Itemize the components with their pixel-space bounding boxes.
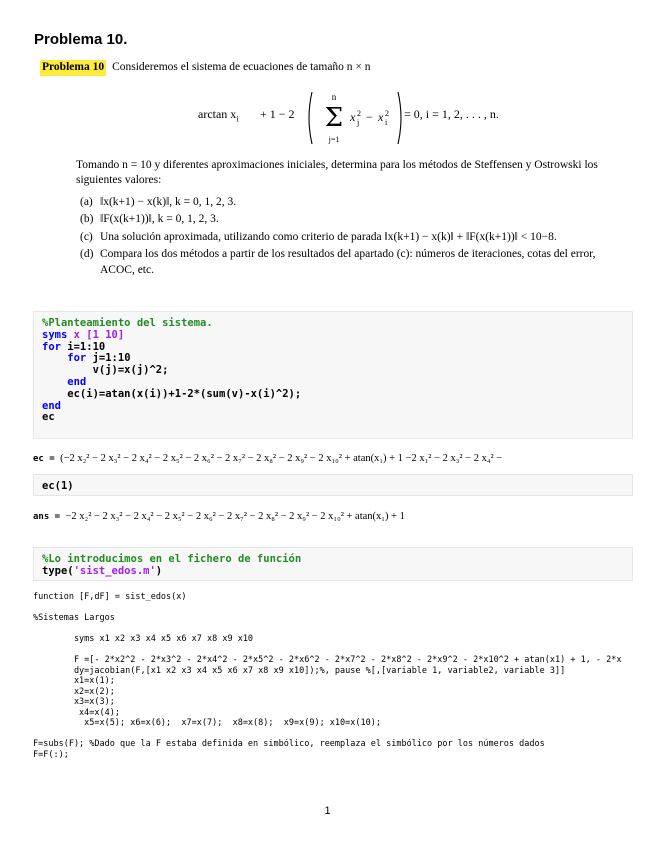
svg-text:n: n [331, 91, 337, 102]
type-output: function [F,dF] = sist_edos(x) %Sistemas Largos syms x1 x2 x3 x4 x5 x6 x7 x8 x9 x10 F =[- 2*x2^2 - 2*x3^2 - 2*x4^2 - 2*x5^2 - 2*x6^2 - 2*x7^2 - 2*x8^2 - 2*x9^2 - 2*x10^2 + atan(x1) + 1, - 2*x dy=jacobian(F,[x1 x2 x3 x4 x5 x6 x7 x8 x9 x10]);%, pause %[,[variable 1, variable2, variable 3]] x1=x(1); x2=x(2); x3=x(3); x4=x(4); x5=x(5); x6=x(6); x7=x(7); x8=x(8); x9=x(9); x10=x(10); F=subs(F); %Dado que la F estaba definida en simbólico, reemplaza el simbólico por los números dados F=F(:); [33, 592, 622, 760]
svg-text:−: − [366, 109, 373, 124]
problem-items [80, 195, 625, 279]
svg-text:x: x [350, 109, 356, 124]
list-item: (b) ‖F(x(k+1))‖, k = 0, 1, 2, 3. [80, 213, 219, 226]
svg-text:Σ: Σ [324, 102, 344, 133]
equation-right: = 0, i = 1, 2, . . . , n. [404, 106, 499, 121]
problem-intro: Consideremos el sistema de ecuaciones de tamaño n × n [112, 61, 371, 73]
equation-left: $\arctan x_i$ [198, 106, 239, 123]
svg-text:x: x [378, 109, 384, 124]
problem-header [40, 60, 625, 76]
list-item: (a) ‖x(k+1) − x(k)‖, k = 0, 1, 2, 3. [80, 195, 237, 208]
list-item: (c) Una solución aproximada, utilizando como criterio de parada ‖x(k+1) − x(k)‖ + ‖F(x(k+1))‖ < 10−8. [80, 230, 557, 243]
equation-mid: + 1 − 2 [260, 106, 295, 121]
code-comment: %Planteamiento del sistema. [42, 317, 213, 329]
list-item: (d) Compara los dos métodos a partir de los resultados del apartado (c): números de iteraciones, cotas del error, ACOC, etc. [80, 248, 596, 276]
code-block-system[interactable]: %Planteamiento del sistema. syms x [1 10] for i=1:10 for j=1:10 v(j)=x(j)^2; end ec(i)=atan(x(i))+1-2*(sum(v)-x(i)^2); end ec [33, 311, 633, 439]
svg-text:j: j [357, 117, 360, 127]
svg-text:i: i [385, 117, 388, 127]
problem-label: Problema 10 [40, 60, 106, 76]
page-title: Problema 10. [34, 31, 128, 48]
code-comment: %Lo introducimos en el fichero de función [42, 553, 302, 565]
code-block-type[interactable]: %Lo introducimos en el fichero de función type('sist_edos.m') [33, 547, 633, 581]
svg-text:2: 2 [385, 108, 389, 118]
page-number: 1 [324, 805, 331, 817]
problem-paragraph: Tomando n = 10 y diferentes aproximaciones iniciales, determina para los métodos de Steffensen y Ostrowski los siguientes valores: [76, 158, 598, 187]
code-block-ec1[interactable]: ec(1) [33, 474, 633, 496]
equation [198, 90, 625, 146]
svg-text:2: 2 [357, 108, 361, 118]
output-ec: ec = (−2 x₂² − 2 x₃² − 2 x₄² − 2 x₅² − 2 x₆² − 2 x₇² − 2 x₈² − 2 x₉² − 2 x₁₀² + atan(x₁) + 1 −2 x₁² − 2 x₃² − 2 x₄² − [33, 453, 503, 464]
svg-text:j=1: j=1 [328, 134, 340, 144]
problem-statement [40, 60, 625, 280]
output-ans: ans = −2 x₂² − 2 x₃² − 2 x₄² − 2 x₅² − 2 x₆² − 2 x₇² − 2 x₈² − 2 x₉² − 2 x₁₀² + atan(x₁) + 1 [33, 511, 405, 522]
